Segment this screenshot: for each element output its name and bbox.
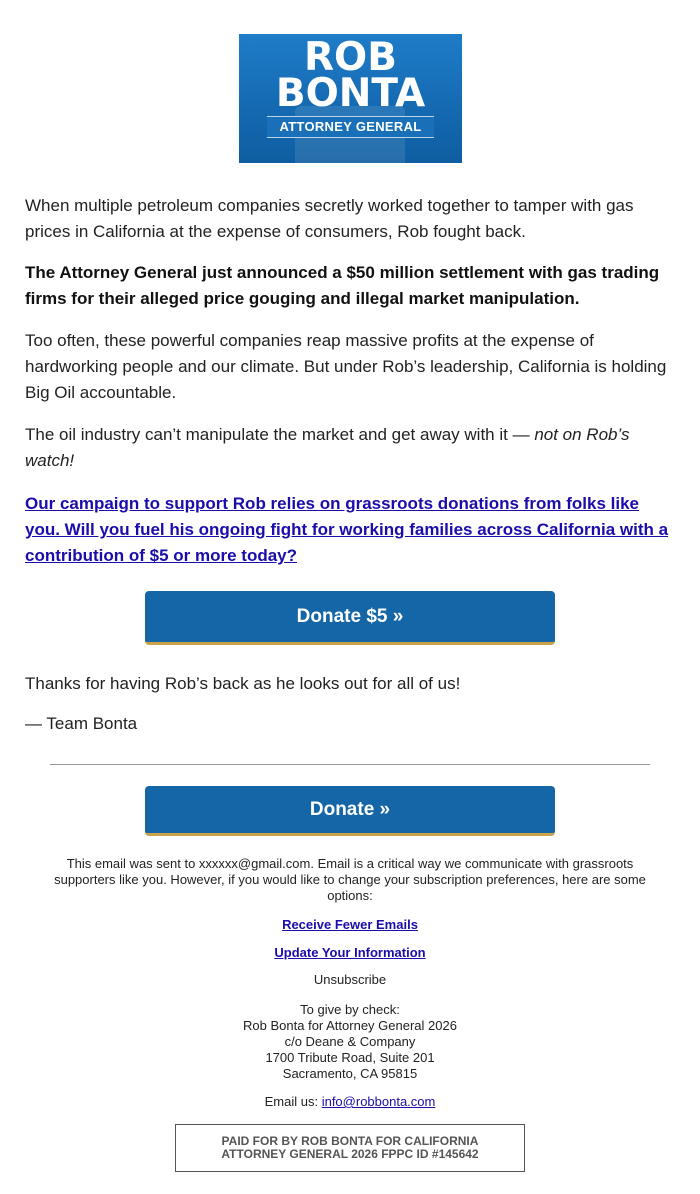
contact-email-link[interactable]: info@robbonta.com <box>321 1094 436 1109</box>
donation-appeal-link[interactable]: Our campaign to support Rob relies on grassroots donations from folks like you. Will you fuel his ongoing fight for working families across California with a contribution of $5 or more today? <box>25 494 669 565</box>
check-care-of: c/o Deane & Company <box>284 1034 416 1049</box>
check-city: Sacramento, CA 95815 <box>282 1066 418 1081</box>
check-mailing-address <box>40 1002 660 1082</box>
paid-for-line-2: ATTORNEY GENERAL 2026 FPPC ID #145642 <box>221 1147 479 1161</box>
donation-appeal-paragraph <box>25 491 675 569</box>
big-oil-paragraph: Too often, these powerful companies reap massive profits at the expense of hardworking people and our climate. But under Rob’s leadership, California is holding Big Oil accountable. <box>25 331 667 402</box>
fewer-emails-row <box>40 917 660 933</box>
rob-bonta-logo[interactable] <box>239 34 462 163</box>
email-notice: This email was sent to xxxxxx@gmail.com. Email is a critical way we communicate with grassroots supporters like you. However, if you would like to change your subscription preferences, here are some options: <box>54 856 646 903</box>
check-street: 1700 Tribute Road, Suite 201 <box>265 1050 435 1065</box>
watch-paragraph <box>25 422 675 474</box>
receive-fewer-emails-link[interactable]: Receive Fewer Emails <box>282 917 418 932</box>
watch-paragraph-main: The oil industry can’t manipulate the market and get away with it — <box>25 425 535 444</box>
footer-divider <box>50 764 650 765</box>
settlement-announcement: The Attorney General just announced a $50 million settlement with gas trading firms for their alleged price gouging and illegal market manipulation. <box>25 263 660 308</box>
paid-for-disclaimer <box>175 1124 525 1172</box>
watch-paragraph-italic: not on Rob’s watch! <box>25 425 630 470</box>
paid-for-line-1: PAID FOR BY ROB BONTA FOR CALIFORNIA <box>221 1134 479 1148</box>
logo-subtitle: ATTORNEY GENERAL <box>267 116 434 138</box>
unsubscribe-link[interactable]: Unsubscribe <box>313 972 387 987</box>
check-heading: To give by check: <box>300 1002 400 1017</box>
check-payee: Rob Bonta for Attorney General 2026 <box>243 1018 457 1033</box>
donate-button[interactable]: Donate » <box>145 786 555 836</box>
update-info-row <box>40 945 660 961</box>
logo-last-name: BONTA <box>275 71 426 116</box>
logo-first-name: ROB <box>304 35 397 80</box>
update-information-link[interactable]: Update Your Information <box>274 945 426 960</box>
intro-paragraph: When multiple petroleum companies secretly worked together to tamper with gas prices in California at the expense of consumers, Rob fought back. <box>25 196 634 241</box>
contact-email-row <box>40 1094 660 1110</box>
donate-5-button[interactable]: Donate $5 » <box>145 591 555 645</box>
email-us-label: Email us: <box>264 1094 322 1109</box>
thanks-paragraph: Thanks for having Rob’s back as he looks out for all of us! <box>25 674 461 693</box>
signoff: — Team Bonta <box>25 714 138 733</box>
